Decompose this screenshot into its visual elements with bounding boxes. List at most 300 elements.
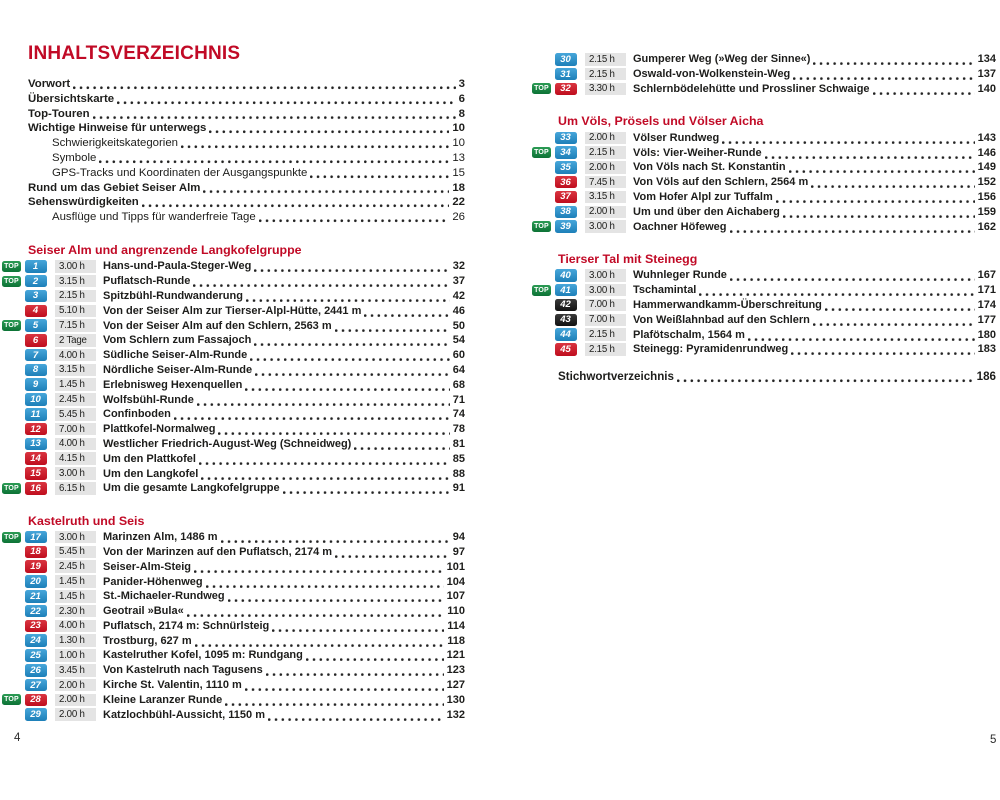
tour-number-badge: 8 [25, 364, 47, 377]
tour-page: 81 [452, 437, 465, 450]
outro-entries [530, 370, 998, 385]
tour-row [0, 259, 467, 274]
top-badge-slot [532, 147, 555, 158]
toc-entry-page: 6 [458, 92, 465, 105]
tour-number-badge: 23 [25, 620, 47, 633]
tour-entry [103, 664, 465, 676]
tour-number-badge: 35 [555, 161, 577, 174]
tour-page: 114 [447, 619, 465, 632]
dot-leader [246, 290, 450, 302]
tour-row [530, 160, 998, 175]
top-badge: TOP [2, 261, 21, 272]
tour-page: 71 [452, 393, 465, 406]
tour-title: Confinboden [103, 408, 171, 421]
tour-row [530, 268, 998, 283]
tour-page: 101 [446, 560, 465, 573]
dot-leader [228, 590, 444, 602]
tour-title: Von Weißlahnbad auf den Schlern [633, 313, 810, 326]
tour-row [530, 67, 998, 82]
top-badge: TOP [2, 694, 21, 705]
tour-number-badge: 30 [555, 53, 577, 66]
tour-entry [103, 531, 465, 543]
toc-entry-label: Übersichtskarte [28, 92, 115, 105]
tour-number-badge: 29 [25, 708, 47, 721]
dot-leader [254, 260, 449, 272]
intro-entries [0, 77, 467, 225]
tour-title: Von der Seiser Alm zur Tierser-Alpl-Hütte, 2441 m [103, 304, 362, 317]
tour-row [530, 82, 998, 97]
tour-row [0, 530, 467, 545]
tour-title: Spitzbühl-Rundwanderung [103, 289, 243, 302]
tour-title: Marinzen Alm, 1486 m [103, 531, 218, 544]
tour-page: 123 [446, 664, 465, 677]
page-left [0, 0, 467, 722]
dot-leader [730, 269, 975, 281]
tour-page: 78 [452, 423, 465, 436]
tour-page: 97 [452, 545, 465, 558]
dot-leader [203, 181, 449, 196]
tour-entry [103, 320, 465, 332]
tour-duration: 2.00 h [55, 679, 96, 692]
dot-leader [783, 206, 975, 218]
tour-title: Wolfsbühl-Runde [103, 393, 194, 406]
dot-leader [813, 314, 975, 326]
tour-entry [103, 453, 465, 465]
tour-duration: 3.00 h [55, 531, 96, 544]
tour-title: Hans-und-Paula-Steger-Weg [103, 260, 252, 273]
tour-page: 37 [452, 275, 465, 288]
tour-title: Tschamintal [633, 284, 697, 297]
tour-page: 183 [977, 343, 996, 356]
tour-number-badge: 6 [25, 334, 47, 347]
dot-leader [73, 77, 455, 92]
tour-duration: 5.45 h [55, 546, 96, 559]
tour-entry [103, 561, 465, 573]
tour-number-badge: 10 [25, 393, 47, 406]
tour-title: Westlicher Friedrich-August-Weg (Schneidweg) [103, 437, 352, 450]
tour-duration: 2.15 h [585, 53, 626, 66]
tour-duration: 4.00 h [55, 620, 96, 633]
tour-title: Erlebnisweg Hexenquellen [103, 378, 243, 391]
toc-entry-page: 186 [976, 369, 996, 383]
tour-row [0, 589, 467, 604]
tour-entry [633, 343, 996, 355]
dot-leader [306, 649, 444, 661]
tour-entry [633, 132, 996, 144]
tour-title: Schlernbödelehütte und Prossliner Schwaige [633, 82, 870, 95]
tour-entry [633, 53, 996, 65]
tour-page: 91 [452, 482, 465, 495]
tour-duration: 3.00 h [585, 269, 626, 282]
tour-entry [103, 290, 465, 302]
tour-number-badge: 36 [555, 176, 577, 189]
tour-number-badge: 13 [25, 438, 47, 451]
tour-entry [103, 468, 465, 480]
section-heading: Kastelruth und Seis [28, 513, 145, 528]
page-number-right: 5 [990, 734, 997, 746]
tour-title: Hammerwandkamm-Überschreitung [633, 298, 822, 311]
left-tour-sections [0, 244, 467, 722]
tour-duration: 3.00 h [55, 467, 96, 480]
tour-duration: 1.45 h [55, 590, 96, 603]
tour-page: 167 [977, 269, 996, 282]
tour-row [0, 633, 467, 648]
tour-number-badge: 4 [25, 305, 47, 318]
toc-entry-page: 18 [452, 181, 465, 194]
tour-entry [633, 299, 996, 311]
tour-row [0, 363, 467, 378]
tour-page: 104 [446, 575, 465, 588]
top-badge-slot [532, 285, 555, 296]
dot-leader [117, 92, 456, 107]
dot-leader [364, 305, 449, 317]
tour-number-badge: 26 [25, 664, 47, 677]
tour-number-badge: 22 [25, 605, 47, 618]
tour-number-badge: 27 [25, 679, 47, 692]
tour-title: Kastelruther Kofel, 1095 m: Rundgang [103, 649, 303, 662]
section-heading: Tierser Tal mit Steinegg [558, 251, 698, 266]
tour-number-badge: 33 [555, 132, 577, 145]
tour-number-badge: 25 [25, 649, 47, 662]
tour-title: Trostburg, 627 m [103, 634, 192, 647]
top-badge-slot [2, 532, 25, 543]
dot-leader [813, 53, 974, 65]
tour-duration: 2.15 h [585, 146, 626, 159]
tour-title: Von Völs auf den Schlern, 2564 m [633, 176, 809, 189]
dot-leader [93, 107, 456, 122]
page-number-left: 4 [14, 732, 21, 744]
tour-duration: 5.10 h [55, 305, 96, 318]
tour-row [0, 692, 467, 707]
tour-number-badge: 40 [555, 269, 577, 282]
tour-duration: 2.30 h [55, 605, 96, 618]
tour-number-badge: 18 [25, 546, 47, 559]
dot-leader [206, 576, 444, 588]
tour-page: 88 [452, 467, 465, 480]
tour-page: 130 [446, 693, 465, 706]
tour-duration: 4.00 h [55, 349, 96, 362]
tour-row [0, 574, 467, 589]
dot-leader [765, 147, 975, 159]
tour-number-badge: 9 [25, 378, 47, 391]
tour-duration: 2.15 h [585, 328, 626, 341]
tour-title: Völs: Vier-Weiher-Runde [633, 146, 762, 159]
dot-leader [776, 191, 975, 203]
tour-title: Oachner Höfeweg [633, 220, 727, 233]
tour-entry [103, 709, 465, 721]
tour-page: 107 [446, 590, 465, 603]
dot-leader [255, 364, 450, 376]
tour-entry [633, 83, 996, 95]
toc-entry-page: 3 [458, 78, 465, 90]
dot-leader [187, 605, 445, 617]
tour-page: 42 [452, 289, 465, 302]
top-badge-slot [2, 483, 25, 494]
tour-title: Südliche Seiser-Alm-Runde [103, 349, 248, 362]
dot-leader [218, 423, 449, 435]
tour-row [530, 52, 998, 67]
top-badge: TOP [532, 147, 551, 158]
dot-leader [266, 664, 444, 676]
tour-row [530, 175, 998, 190]
toc-entry [558, 370, 996, 385]
tour-row [0, 377, 467, 392]
dot-leader [201, 468, 449, 480]
tour-number-badge: 1 [25, 260, 47, 273]
tour-title: Wuhnleger Runde [633, 269, 727, 282]
tour-duration: 3.00 h [55, 260, 96, 273]
tour-row [0, 559, 467, 574]
tour-duration: 2.00 h [585, 206, 626, 219]
tour-row [0, 481, 467, 496]
tour-title: St.-Michaeler-Rundweg [103, 590, 225, 603]
tour-section [530, 253, 998, 357]
tour-row [0, 303, 467, 318]
tour-page: 46 [452, 304, 465, 317]
toc-entry-label: Schwierigkeitskategorien [52, 137, 178, 150]
top-badge-slot [2, 261, 25, 272]
tour-page: 110 [447, 605, 465, 618]
toc-entry [52, 136, 465, 151]
tour-page: 118 [447, 634, 465, 647]
tour-title: Von der Marinzen auf den Puflatsch, 2174 m [103, 545, 333, 558]
dot-leader [245, 379, 449, 391]
tour-row [0, 289, 467, 304]
toc-entry [52, 166, 465, 181]
tour-title: Plafötschalm, 1564 m [633, 328, 745, 341]
toc-entry [28, 107, 465, 122]
dot-leader [793, 68, 974, 80]
tour-duration: 2.00 h [55, 694, 96, 707]
tour-duration: 1.45 h [55, 378, 96, 391]
dot-leader [268, 709, 444, 721]
tour-page: 146 [977, 146, 996, 159]
toc-entry-page: 22 [452, 196, 465, 209]
tour-number-badge: 37 [555, 191, 577, 204]
tour-entry [103, 379, 465, 391]
tour-title: Um und über den Aichaberg [633, 205, 780, 218]
tour-entry [103, 438, 465, 450]
dot-leader [225, 694, 443, 706]
tour-row [0, 348, 467, 363]
dot-leader [677, 370, 974, 385]
tour-entry [103, 408, 465, 420]
dot-leader [209, 121, 449, 136]
tour-entry [103, 482, 465, 494]
tour-title: Von der Seiser Alm auf den Schlern, 2563 m [103, 319, 332, 332]
tour-page: 162 [977, 220, 996, 233]
toc-entry-label: Wichtige Hinweise für unterwegs [28, 122, 207, 135]
tour-number-badge: 45 [555, 343, 577, 356]
tour-page: 156 [977, 190, 996, 203]
top-badge: TOP [532, 285, 551, 296]
tour-number-badge: 39 [555, 220, 577, 233]
tour-number-badge: 11 [25, 408, 47, 421]
dot-leader [194, 561, 444, 573]
tour-title: Um den Langkofel [103, 467, 199, 480]
tour-number-badge: 41 [555, 284, 577, 297]
tour-title: Seiser-Alm-Steig [103, 560, 192, 573]
dot-leader [199, 453, 450, 465]
dot-leader [254, 334, 449, 346]
tour-row [530, 130, 998, 145]
section-heading: Seiser Alm und angrenzende Langkofelgruppe [28, 242, 302, 257]
tour-row [530, 342, 998, 357]
tour-title: Kleine Laranzer Runde [103, 693, 223, 706]
tour-number-badge: 31 [555, 68, 577, 81]
tour-duration: 3.00 h [585, 220, 626, 233]
tour-duration: 7.00 h [55, 423, 96, 436]
toc-entry [28, 121, 465, 136]
tour-page: 68 [452, 378, 465, 391]
top-badge: TOP [2, 483, 21, 494]
dot-leader [722, 132, 974, 144]
tour-entry [103, 590, 465, 602]
top-badge: TOP [2, 532, 21, 543]
dot-leader [283, 482, 450, 494]
tour-page: 74 [452, 408, 465, 421]
tour-entry [103, 305, 465, 317]
toc-entry-page: 8 [458, 107, 465, 120]
tour-number-badge: 7 [25, 349, 47, 362]
tour-entry [103, 546, 465, 558]
tour-duration: 7.00 h [585, 314, 626, 327]
tour-title: Vom Schlern zum Fassajoch [103, 334, 252, 347]
dot-leader [195, 635, 445, 647]
tour-page: 137 [977, 68, 996, 81]
top-badge-slot [532, 83, 555, 94]
dot-leader [259, 210, 450, 225]
dot-leader [789, 161, 975, 173]
tour-page: 121 [446, 649, 465, 662]
tour-title: Um die gesamte Langkofelgruppe [103, 482, 280, 495]
tour-number-badge: 20 [25, 575, 47, 588]
tour-entry [633, 68, 996, 80]
tour-duration: 3.00 h [585, 284, 626, 297]
tour-page: 149 [977, 161, 996, 174]
tour-page: 159 [977, 205, 996, 218]
tour-duration: 5.45 h [55, 408, 96, 421]
tour-title: Puflatsch, 2174 m: Schnürlsteig [103, 619, 270, 632]
tour-row [0, 392, 467, 407]
tour-page: 140 [977, 82, 996, 95]
tour-entry [103, 649, 465, 661]
tour-row [530, 219, 998, 234]
tour-duration: 2.00 h [55, 708, 96, 721]
dot-leader [873, 83, 975, 95]
tour-page: 32 [452, 260, 465, 273]
tour-duration: 2.15 h [55, 290, 96, 303]
tour-entry [103, 576, 465, 588]
tour-row [0, 545, 467, 560]
tour-duration: 3.30 h [585, 83, 626, 96]
dot-leader [825, 299, 975, 311]
dot-leader [811, 176, 974, 188]
dot-leader [245, 679, 444, 691]
tour-title: Gumperer Weg (»Weg der Sinne«) [633, 53, 811, 66]
tour-title: Plattkofel-Normalweg [103, 423, 216, 436]
top-badge-slot [532, 221, 555, 232]
tour-page: 54 [452, 334, 465, 347]
tour-entry [103, 364, 465, 376]
tour-entry [103, 394, 465, 406]
tour-entry [103, 620, 465, 632]
tour-section [530, 52, 998, 96]
tour-page: 64 [452, 363, 465, 376]
top-badge: TOP [2, 276, 21, 287]
tour-title: Geotrail »Bula« [103, 605, 184, 618]
toc-entry-label: Vorwort [28, 78, 71, 90]
toc-entry-label: Stichwortverzeichnis [558, 369, 674, 383]
tour-entry [103, 423, 465, 435]
tour-row [0, 333, 467, 348]
tour-entry [633, 191, 996, 203]
tour-entry [633, 206, 996, 218]
tour-duration: 2.45 h [55, 393, 96, 406]
tour-number-badge: 38 [555, 206, 577, 219]
tour-number-badge: 17 [25, 531, 47, 544]
toc-entry-page: 13 [452, 151, 465, 164]
tour-number-badge: 21 [25, 590, 47, 603]
tour-title: Nördliche Seiser-Alm-Runde [103, 363, 253, 376]
tour-entry [103, 275, 465, 287]
top-badge: TOP [2, 320, 21, 331]
tour-title: Puflatsch-Runde [103, 275, 191, 288]
tour-page: 132 [446, 708, 465, 721]
dot-leader [310, 166, 449, 181]
top-badge-slot [2, 276, 25, 287]
tour-number-badge: 15 [25, 467, 47, 480]
top-badge-slot [2, 694, 25, 705]
tour-entry [103, 694, 465, 706]
tour-number-badge: 43 [555, 314, 577, 327]
tour-duration: 1.00 h [55, 649, 96, 662]
tour-title: Oswald-von-Wolkenstein-Weg [633, 68, 791, 81]
tour-entry [103, 635, 465, 647]
tour-duration: 3.15 h [585, 191, 626, 204]
toc-entry [28, 77, 465, 92]
tour-entry [633, 221, 996, 233]
tour-row [0, 707, 467, 722]
tour-page: 85 [452, 452, 465, 465]
tour-row [0, 407, 467, 422]
toc-entry-label: Symbole [52, 151, 97, 164]
tour-row [530, 190, 998, 205]
toc-entry-page: 26 [452, 211, 465, 224]
tour-page: 50 [452, 319, 465, 332]
page-right [530, 0, 998, 385]
tour-entry [633, 329, 996, 341]
top-badge: TOP [532, 221, 551, 232]
tour-duration: 3.15 h [55, 364, 96, 377]
tour-row [530, 283, 998, 298]
tour-row [530, 312, 998, 327]
tour-number-badge: 12 [25, 423, 47, 436]
tour-page: 177 [977, 313, 996, 326]
tour-number-badge: 42 [555, 299, 577, 312]
tour-duration: 2.45 h [55, 560, 96, 573]
tour-row [0, 663, 467, 678]
tour-title: Völser Rundweg [633, 131, 720, 144]
toc-entry-label: Sehenswürdigkeiten [28, 196, 139, 209]
tour-row [530, 327, 998, 342]
tour-page: 174 [977, 298, 996, 311]
tour-page: 180 [977, 328, 996, 341]
tour-duration: 1.30 h [55, 634, 96, 647]
tour-title: Panider-Höhenweg [103, 575, 203, 588]
tour-duration: 2.15 h [585, 68, 626, 81]
tour-page: 152 [977, 176, 996, 189]
